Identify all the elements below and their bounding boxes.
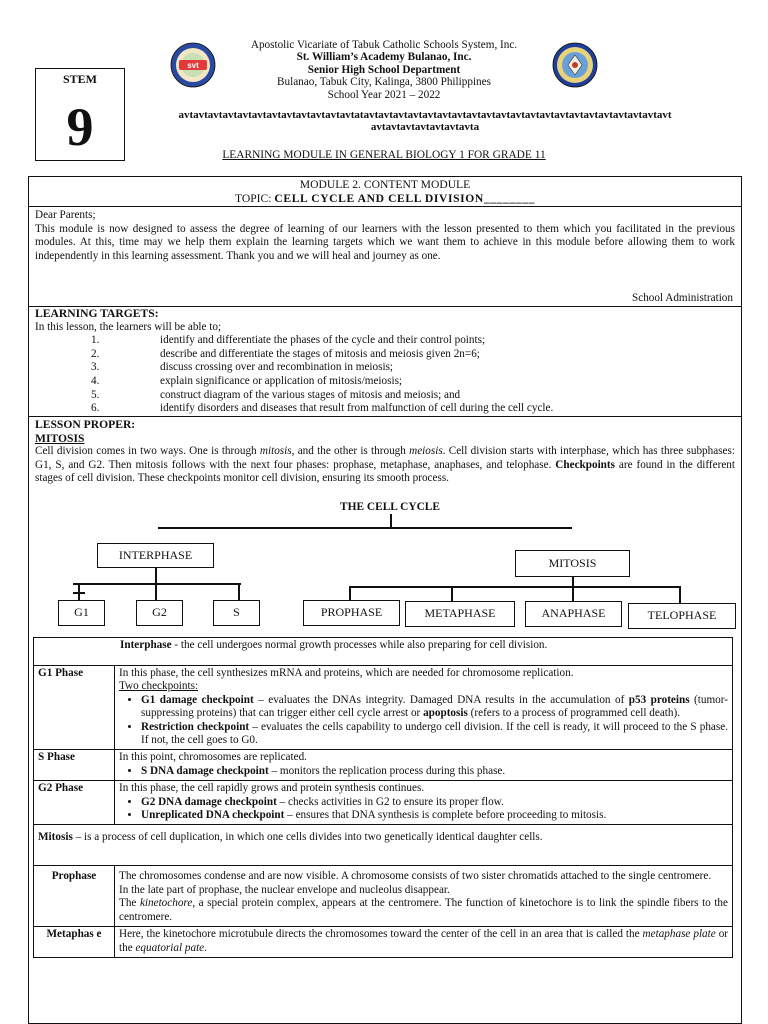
salutation: Dear Parents; — [35, 209, 96, 221]
prophase-content: The chromosomes condense and are now visible. A chromosome consists of two sister chromatids attached to the single centromere. In the late part of prophase, the nuclear envelope and nucleolus disappear. The kinetochore, a special protein complex, appears at the centromere. The function of kinetochore is to link the spindle fibers to the centromere. — [115, 866, 733, 927]
diagram-line — [349, 586, 681, 588]
diagram-line — [451, 586, 453, 601]
learning-targets — [35, 307, 735, 416]
mitosis-subheading: MITOSIS — [35, 431, 85, 445]
school-year: School Year 2021 – 2022 — [327, 88, 441, 101]
department: Senior High School Department — [307, 63, 461, 76]
cell-cycle-title: THE CELL CYCLE — [339, 501, 440, 513]
school-header — [130, 39, 638, 101]
s-phase-content: In this point, chromosomes are replicated. • S DNA damage checkpoint – monitors the replication process during this phase. — [115, 750, 733, 781]
diagram-line — [349, 586, 351, 600]
s-phase-label: S Phase — [34, 750, 115, 781]
target-item: 5. construct diagram of the various stages of mitosis and meiosis; and — [91, 388, 461, 401]
targets-heading: LEARNING TARGETS: — [35, 307, 159, 320]
diagram-line — [390, 514, 392, 528]
target-item: 3. discuss crossing over and recombination in meiosis; — [91, 361, 394, 374]
signature: School Administration — [632, 292, 733, 304]
module-title: LEARNING MODULE IN GENERAL BIOLOGY 1 FOR GRADE 11 — [222, 149, 546, 161]
g1-phase-content: In this phase, the cell synthesizes mRNA and proteins, which are needed for chromosome replication. Two checkpoints: • G1 damage checkpoint – evaluates the DNAs integrity. Damaged DNA results in the accumulation of p53 proteins (tumor-suppressing proteins) that can trigger either cell cycle arrest or apoptosis (refers to a process of programmed cell death). • Restriction checkpoint – evaluates the cells capability to undergo cell division. If the cell is ready, it will proceed to the S phase. If not, the cell goes to G0. — [115, 666, 733, 750]
topic-text: CELL CYCLE AND CELL DIVISION________ — [274, 191, 536, 205]
divider — [28, 206, 742, 207]
metaphase-box: METAPHASE — [405, 601, 515, 627]
table-row — [34, 781, 733, 825]
target-item: 1. identify and differentiate the phases of the cycle and their control points; — [91, 334, 486, 347]
g2-box: G2 — [136, 600, 183, 626]
lesson-heading: LESSON PROPER: — [35, 418, 136, 431]
g2-phase-content: In this phase, the cell rapidly grows and protein synthesis continues. • G2 DNA damage checkpoint – checks activities in G2 to ensure its proper flow. • Unreplicated DNA checkpoint – ensures that DNA synthesis is complete before proceeding to mitosis. — [115, 781, 733, 825]
table-row — [34, 750, 733, 781]
table-row — [34, 666, 733, 750]
table-row — [34, 638, 733, 666]
diagram-line — [238, 583, 240, 601]
lesson-paragraph: Cell division comes in two ways. One is through mitosis, and the other is through meiosis. Cell division starts with interphase, which has three subphases: G1, S, and G2. Then mitosis follows with the next four phases: prophase, metaphase, anaphases, and telophase. Checkpoints are found in the different stages of cell division. These checkpoints monitor cell division, ensuring its smooth process. — [35, 445, 736, 485]
letter-body: This module is now designed to assess the degree of learning of our learners with the lesson presented to them which you facilitated in the previous modules. At this, time may we help them explain the learning targets which we want them to achieve in this module before allowing them to work independently in this learning assessment. Thank you and we will heal and journey as one. — [35, 222, 735, 262]
stem-box — [35, 68, 125, 161]
diagram-line — [572, 586, 574, 601]
interphase-row: Interphase - the cell undergoes normal growth processes while also preparing for cell division. — [34, 638, 733, 666]
topic-prefix: TOPIC: — [234, 191, 275, 205]
divider — [28, 416, 742, 417]
target-item: 6. identify disorders and diseases that result from malfunction of cell during the cell cycle. — [91, 402, 554, 415]
logo-left-text: svt — [187, 61, 199, 70]
mitosis-box: MITOSIS — [515, 550, 630, 577]
phase-table — [33, 637, 733, 958]
avt-pattern-line1: avtavtavtavtavtavtavtavtavtavtavtavtatavtavtavtavtavtavtavtavtavtavtavtavtavtavtavtavtavtavtavtavtavt — [178, 109, 672, 121]
g1-box: G1 — [58, 600, 105, 626]
table-row — [34, 825, 733, 866]
school-name: St. William’s Academy Bulanao, Inc. — [296, 51, 472, 64]
module-topic — [28, 192, 742, 206]
stem-label: STEM — [62, 72, 97, 86]
mitosis-row: Mitosis – is a process of cell duplication, in which one cells divides into two genetically identical daughter cells. — [34, 825, 733, 866]
s-box: S — [213, 600, 260, 626]
lesson-proper — [35, 418, 735, 486]
targets-list — [35, 334, 735, 416]
vicariate-line: Apostolic Vicariate of Tabuk Catholic Schools System, Inc. — [250, 39, 518, 51]
diagram-line — [73, 583, 241, 585]
prophase-box: PROPHASE — [303, 600, 400, 626]
parents-letter — [35, 209, 735, 263]
g2-phase-label: G2 Phase — [34, 781, 115, 825]
diagram-line — [158, 527, 572, 529]
diagram-line — [155, 568, 157, 584]
telophase-box: TELOPHASE — [628, 603, 736, 629]
diagram-line — [155, 583, 157, 601]
school-address: Bulanao, Tabuk City, Kalinga, 3800 Philippines — [277, 76, 491, 89]
anaphase-box: ANAPHASE — [525, 601, 622, 627]
metaphase-content: Here, the kinetochore microtubule directs the chromosomes toward the center of the cell in an area that is called the metaphase plate or the equatorial pate. — [115, 927, 733, 958]
targets-intro: In this lesson, the learners will be able to; — [35, 320, 222, 333]
diagram-line — [679, 586, 681, 603]
metaphase-label: Metaphas e — [34, 927, 115, 958]
avt-pattern — [120, 109, 730, 133]
module-heading: MODULE 2. CONTENT MODULE — [299, 178, 471, 191]
target-item: 4. explain significance or application of mitosis/meiosis; — [91, 374, 403, 387]
avt-pattern-line2: avtavtavtavtavtavtavta — [370, 121, 480, 133]
diagram-line — [78, 583, 80, 601]
prophase-label: Prophase — [34, 866, 115, 927]
stem-number: 9 — [66, 97, 94, 157]
interphase-box: INTERPHASE — [97, 543, 214, 568]
table-row — [34, 927, 733, 958]
target-item: 2. describe and differentiate the stages of mitosis and meiosis given 2n=6; — [91, 347, 480, 360]
g1-phase-label: G1 Phase — [34, 666, 115, 750]
table-row — [34, 866, 733, 927]
module-heading-block — [28, 178, 742, 205]
